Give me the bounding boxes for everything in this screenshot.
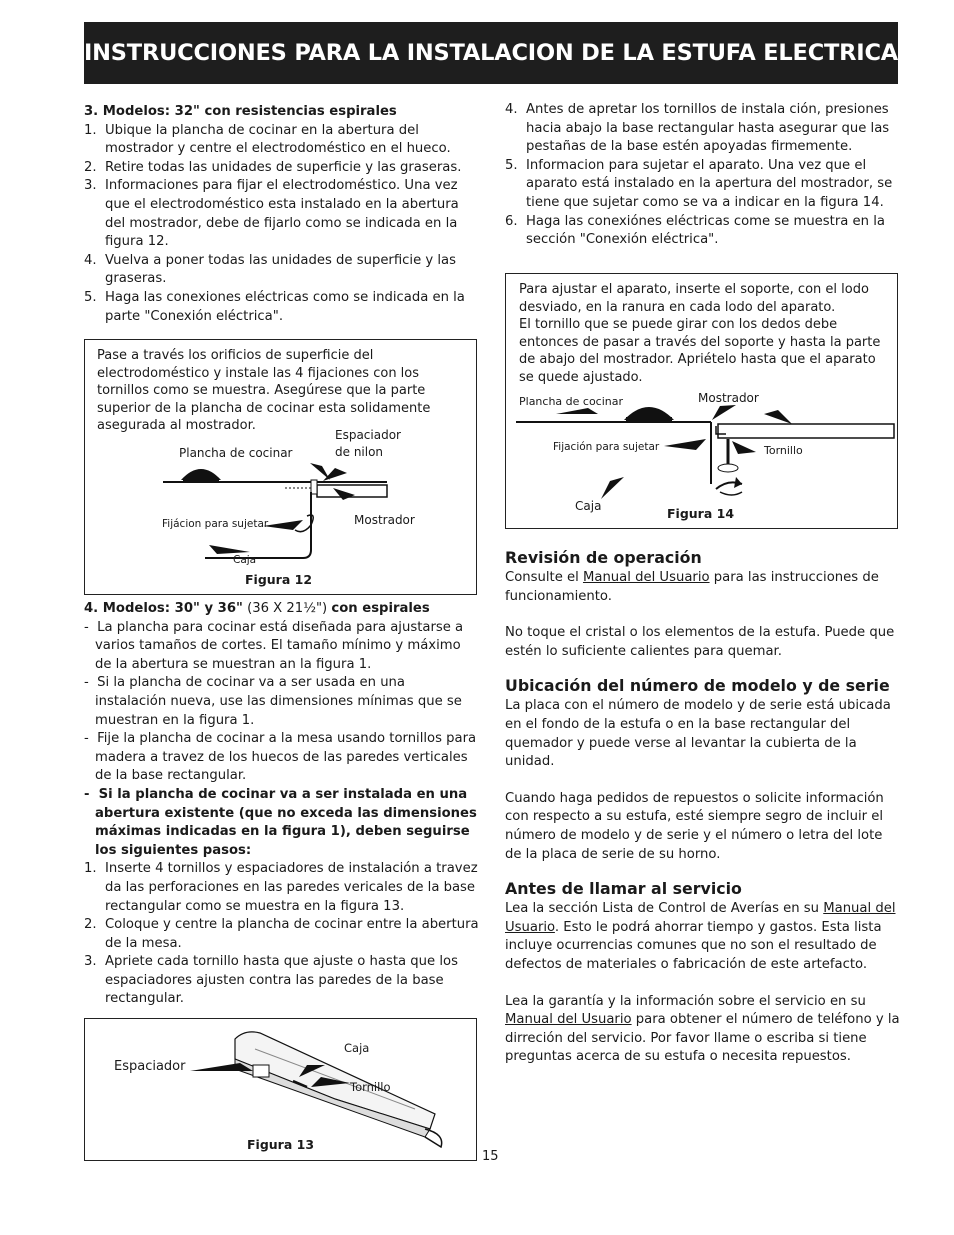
list-item: 5. Haga las conexiones eléctricas como se indicada en la parte "Conexión eléctrica". <box>84 289 465 324</box>
list-item-bold: - Si la plancha de cocinar va a ser instalada en una abertura existente (que no exceda las dimensiones máximas indicadas en la figura 1), deben seguirse los siguientes pasos: <box>84 786 477 858</box>
antes-p2: Lea la garantía y la información sobre el servicio en su Manual del Usuario para obtener el número de teléfono y la dirreción del servicio. Por favor llame o escriba si tiene preguntas acerca de su estufa o necesita repuestos. <box>505 993 900 1065</box>
list-item: 2. Retire todas las unidades de superficie y las graseras. <box>84 159 462 175</box>
list-item: - Si la plancha de cocinar va a ser usada en una instalación nueva, use las dimensiones mínimas que se muestran en la figura 1. <box>84 675 462 728</box>
label-de-nilon: de nilon <box>335 445 384 459</box>
ubicacion-p2: Cuando haga pedidos de repuestos o solicite información con respecto a su estufa, esté siempre segro de incluir el número de modelo y de serie y el número o letra del lote de la placa de serie de su horno. <box>505 790 884 862</box>
left-column <box>84 103 479 326</box>
figure-12-text: Pase a través los orificios de superficie del electrodoméstico y instale las 4 fijaciones con los tornillos como se muestra. Asegúrese que la parte superior de la plancha de cocinar esta solidamente asegurada al mostrador. <box>97 348 431 433</box>
label-plancha: Plancha de cocinar <box>519 395 624 408</box>
manual-link[interactable]: Manual del Usuario <box>505 1012 632 1028</box>
antes-heading: Antes de llamar al servicio <box>505 879 742 899</box>
label-espaciador: Espaciador <box>114 1059 186 1074</box>
label-tornillo: Tornillo <box>764 444 803 457</box>
list-item: 1. Inserte 4 tornillos y espaciadores de instalación a travez da las perforaciones en las paredes vericales de la base rectangular como se muestra en la figura 13. <box>84 861 478 914</box>
ubicacion-heading: Ubicación del número de modelo y de serie <box>505 676 890 696</box>
list-item: - La plancha para cocinar está diseñada para ajustarse a varios tamaños de cortes. El tamaño mínimo y máximo de la abertura se muestran an la figura 1. <box>84 619 464 672</box>
label-fijacion: Fijación para sujetar <box>553 441 660 453</box>
ubicacion-p1: La placa con el número de modelo y de serie está ubicada en el fondo de la estufa o en la base rectangular del quemador y puede verse al levantar la cubierta de la unidad. <box>505 698 891 770</box>
label-caja: Caja <box>233 554 257 566</box>
list-item: 6. Haga las conexiónes eléctricas come se muestra en la sección "Conexión eléctrica". <box>505 213 885 248</box>
label-tornillo: Tornillo <box>350 1080 391 1094</box>
antes-p1: Lea la sección Lista de Control de Averías en su Manual del Usuario. Esto le podrá ahorrar tiempo y gastos. Esta lista incluye ocurrencias comunes que no son el resultado de defectos de materiales o fabricación de este artefacto. <box>505 901 896 972</box>
section-4 <box>84 600 480 1009</box>
list-item: 3. Informaciones para fijar el electrodoméstico. Una vez que el electrodoméstico esta instalado en la abertura del mostrador, debe de fijarlo como se indicada en la figura 12. <box>84 178 459 250</box>
revision-heading: Revisión de operación <box>505 548 702 567</box>
label-mostrador: Mostrador <box>698 391 759 405</box>
manual-link[interactable]: Manual del Usuario <box>582 570 710 585</box>
revision-p1: Consulte el Manual del Usuario para las instrucciones de funcionamiento. <box>505 570 879 604</box>
figure-13-box <box>84 1018 477 1161</box>
list-item: 3. Apriete cada tornillo hasta que ajuste o hasta que los espaciadores ajusten contra las paredes de la base rectangular. <box>84 954 458 1007</box>
figure-14-caption: Figura 14 <box>667 506 735 521</box>
list-item: 5. Informacion para sujetar el aparato. Una vez que el aparato está instalado en la apertura del mostrador, se tiene que sujetar como se va a indicar en la figura 14. <box>505 157 893 210</box>
figure-14-text-2: El tornillo que se puede girar con los dedos debe entonces de pasar a través del soporte y hasta la parte de abajo del mostrador. Apriételo hasta que el aparato se quede ajustado. <box>519 317 881 385</box>
list-item: 1. Ubique la plancha de cocinar en la abertura del mostrador y centre el electrodoméstico en el hueco. <box>84 122 451 157</box>
figure-14-box <box>505 273 898 529</box>
right-column-list <box>505 101 900 250</box>
figure-12-diagram <box>85 340 476 594</box>
label-espaciador: Espaciador <box>335 428 401 442</box>
manual-link[interactable]: Manual del Usuario <box>505 901 896 935</box>
figure-13-caption: Figura 13 <box>247 1137 315 1152</box>
figure-14-text-1: Para ajustar el aparato, inserte el soporte, con el lodo desviado, en la ranura en cada lodo del aparato. <box>519 282 869 315</box>
section-4-heading: 4. Modelos: 30" y 36" (36 X 21½") con espirales <box>84 601 430 616</box>
list-item: - Fije la plancha de cocinar a la mesa usando tornillos para madera a travez de los huecos de las paredes verticales de la base rectangular. <box>84 731 477 784</box>
label-mostrador: Mostrador <box>354 513 415 527</box>
list-item: 4. Antes de apretar los tornillos de instala ción, presiones hacia abajo la base rectangular hasta asegurar que las pestañas de la base estén apoyadas firmemente. <box>505 102 890 155</box>
list-item: 2. Coloque y centre la plancha de cocinar entre la abertura de la mesa. <box>84 917 479 951</box>
label-plancha: Plancha de cocinar <box>179 446 293 460</box>
page-title: INSTRUCCIONES PARA LA INSTALACION DE LA ESTUFA ELECTRICA <box>84 22 898 84</box>
figure-12-box <box>84 339 477 595</box>
label-caja: Caja <box>575 499 602 513</box>
list-item: 4. Vuelva a poner todas las unidades de superficie y las graseras. <box>84 252 456 287</box>
label-caja: Caja <box>344 1041 370 1055</box>
figure-12-caption: Figura 12 <box>245 572 313 587</box>
section-3-heading: 3. Modelos: 32" con resistencias espirales <box>84 104 397 119</box>
label-fijacion: Fijácion para sujetar <box>162 518 269 530</box>
revision-p2: No toque el cristal o los elementos de la estufa. Puede que estén lo suficiente calientes para quemar. <box>505 625 895 659</box>
right-column-sections <box>505 534 901 1067</box>
page-number: 15 <box>482 1149 499 1164</box>
